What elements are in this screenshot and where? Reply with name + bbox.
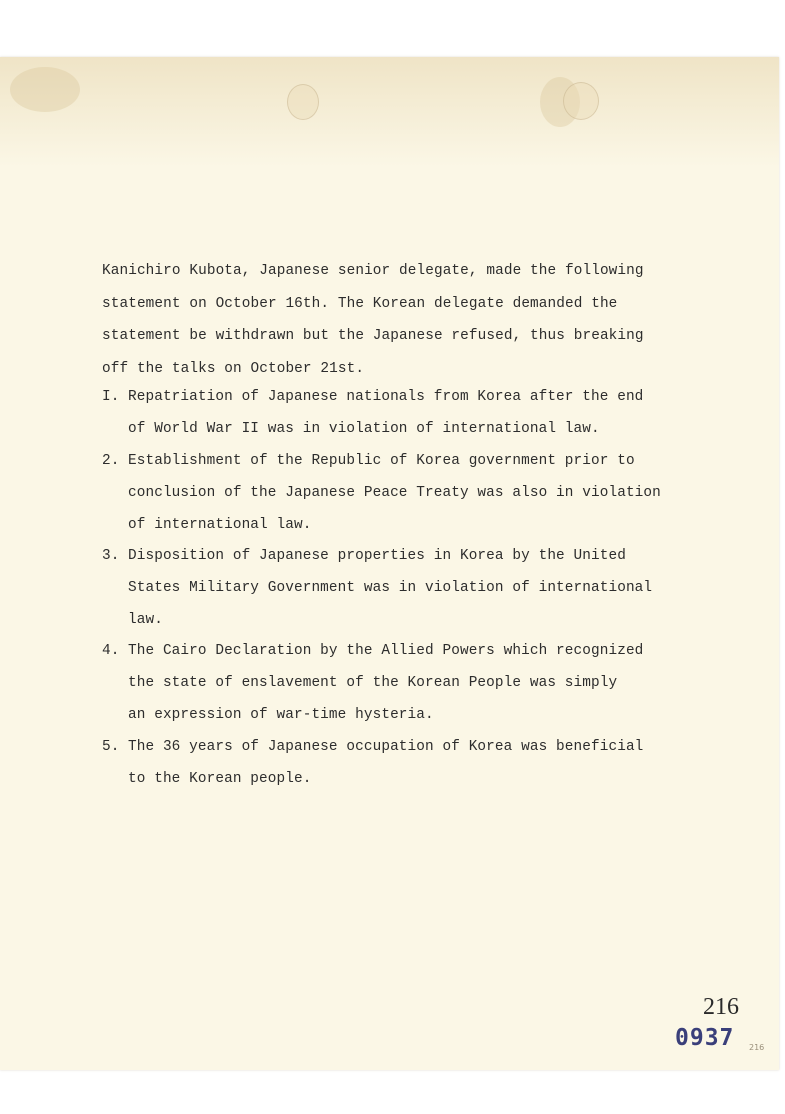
item-number: 2. (102, 453, 120, 469)
list-item-5 (102, 731, 643, 795)
text-line: to the Korean people. (128, 771, 312, 787)
text-line: an expression of war-time hysteria. (128, 707, 434, 723)
document-page (0, 57, 779, 1070)
text-line: off the talks on October 21st. (102, 360, 365, 377)
text-line: conclusion of the Japanese Peace Treaty was also in violation (128, 485, 661, 501)
item-number: 5. (102, 739, 120, 755)
text-line: of international law. (128, 517, 312, 533)
item-number: 3. (102, 548, 120, 564)
text-line: The 36 years of Japanese occupation of Korea was beneficial (128, 739, 644, 755)
age-stain (0, 57, 779, 167)
intro-paragraph (102, 255, 644, 385)
item-number: 4. (102, 643, 120, 659)
text-line: Establishment of the Republic of Korea government prior to (128, 453, 635, 469)
punch-hole-right (563, 82, 599, 120)
list-item-4 (102, 635, 643, 731)
text-line: law. (128, 612, 163, 628)
text-line: of World War II was in violation of international law. (128, 421, 600, 437)
text-line: The Cairo Declaration by the Allied Powers which recognized (128, 643, 644, 659)
punch-hole-left (287, 84, 319, 120)
small-handwritten-mark: 216 (749, 1043, 765, 1052)
list-item-3 (102, 540, 652, 636)
text-line: statement on October 16th. The Korean delegate demanded the (102, 295, 618, 312)
text-line: the state of enslavement of the Korean People was simply (128, 675, 618, 691)
list-item-2 (102, 445, 661, 541)
text-line: Repatriation of Japanese nationals from Korea after the end (128, 389, 644, 405)
page-number: 216 (703, 994, 739, 1020)
text-line: States Military Government was in violation of international (128, 580, 653, 596)
list-item-1 (102, 381, 643, 445)
archive-stamp-number: 0937 (675, 1025, 735, 1051)
stain-mark (10, 67, 80, 112)
text-line: Kanichiro Kubota, Japanese senior delegate, made the following (102, 263, 644, 279)
text-line: Disposition of Japanese properties in Korea by the United (128, 548, 626, 564)
text-line: statement be withdrawn but the Japanese refused, thus breaking (102, 328, 644, 344)
item-number: I. (102, 389, 120, 405)
